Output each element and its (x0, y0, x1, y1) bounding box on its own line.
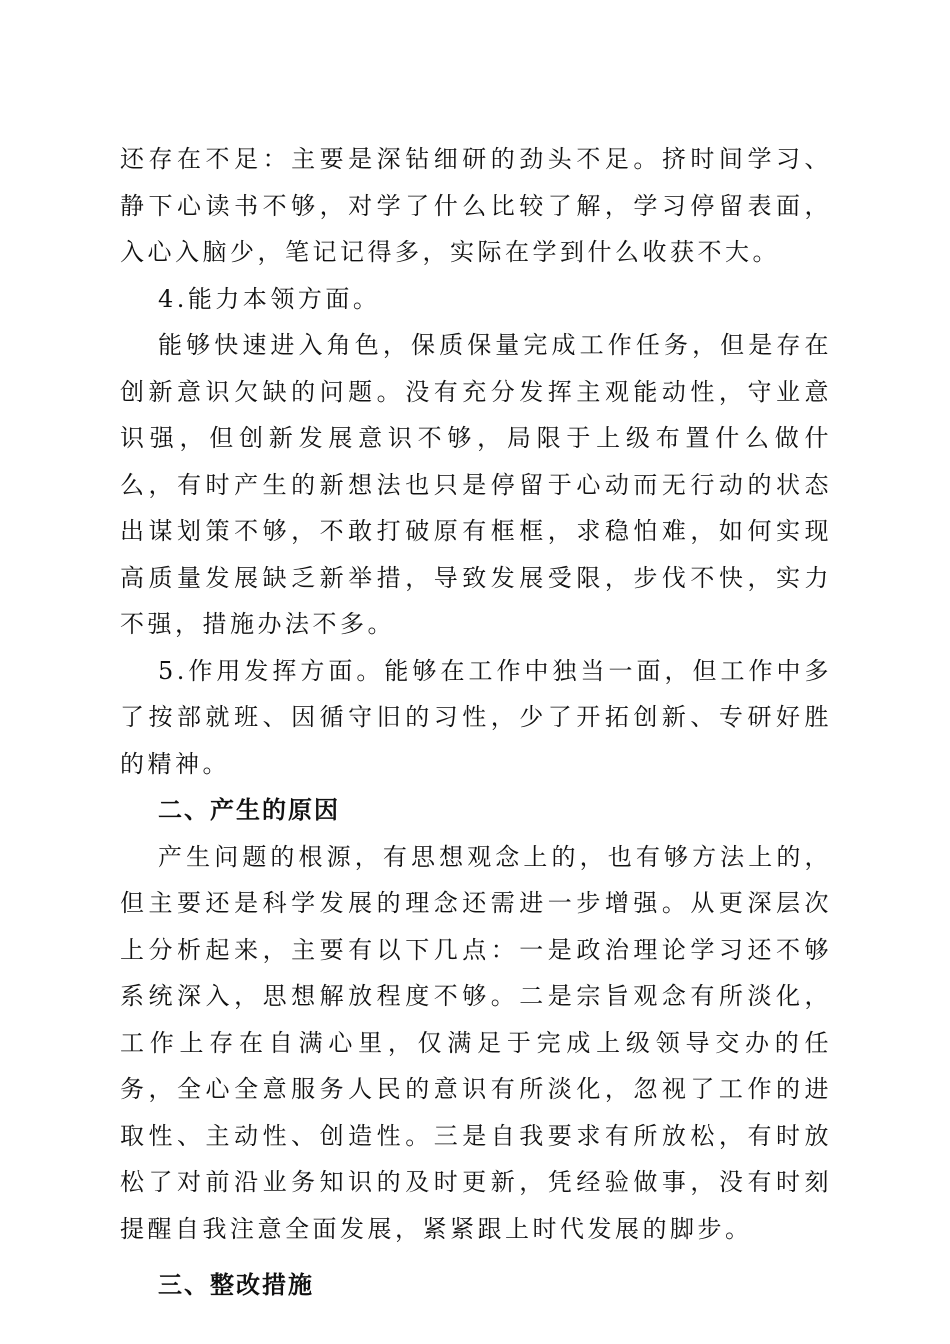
item-5-paragraph: 5.作用发挥方面。能够在工作中独当一面，但工作中多了按部就班、因循守旧的习性，少了开拓创新、专研好胜的精神。 (120, 656, 832, 778)
item-4-body: 能够快速进入角色，保质保量完成工作任务，但是存在创新意识欠缺的问题。没有充分发挥主观能动性，守业意识强，但创新发展意识不够，局限于上级布置什么做什么，有时产生的新想法也只是停留于心动而无行动的状态出谋划策不够，不敢打破原有框框，求稳怕难，如何实现高质量发展缺乏新举措，导致发展受限，步伐不快，实力不强，措施办法不多。 (120, 331, 832, 638)
item-4-title: 4.能力本领方面。 (158, 284, 381, 313)
paragraph-continuation: 还存在不足：主要是深钻细研的劲头不足。挤时间学习、静下心读书不够，对学了什么比较了解，学习停留表面，入心入脑少，笔记记得多，实际在学到什么收获不大。 (120, 145, 832, 266)
section-2-heading: 二、产生的原因 (158, 796, 340, 824)
section-3-heading: 三、整改措施 (158, 1271, 314, 1299)
section-2-body: 产生问题的根源，有思想观念上的，也有够方法上的，但主要还是科学发展的理念还需进一步增强。从更深层次上分析起来，主要有以下几点：一是政治理论学习还不够系统深入，思想解放程度不够。二是宗旨观念有所淡化，工作上存在自满心里，仅满足于完成上级领导交办的任务，全心全意服务人民的意识有所淡化，忽视了工作的进取性、主动性、创造性。三是自我要求有所放松，有时放松了对前沿业务知识的及时更新，凭经验做事，没有时刻提醒自我注意全面发展，紧紧跟上时代发展的脚步。 (120, 842, 832, 1243)
document-body (120, 136, 832, 1309)
